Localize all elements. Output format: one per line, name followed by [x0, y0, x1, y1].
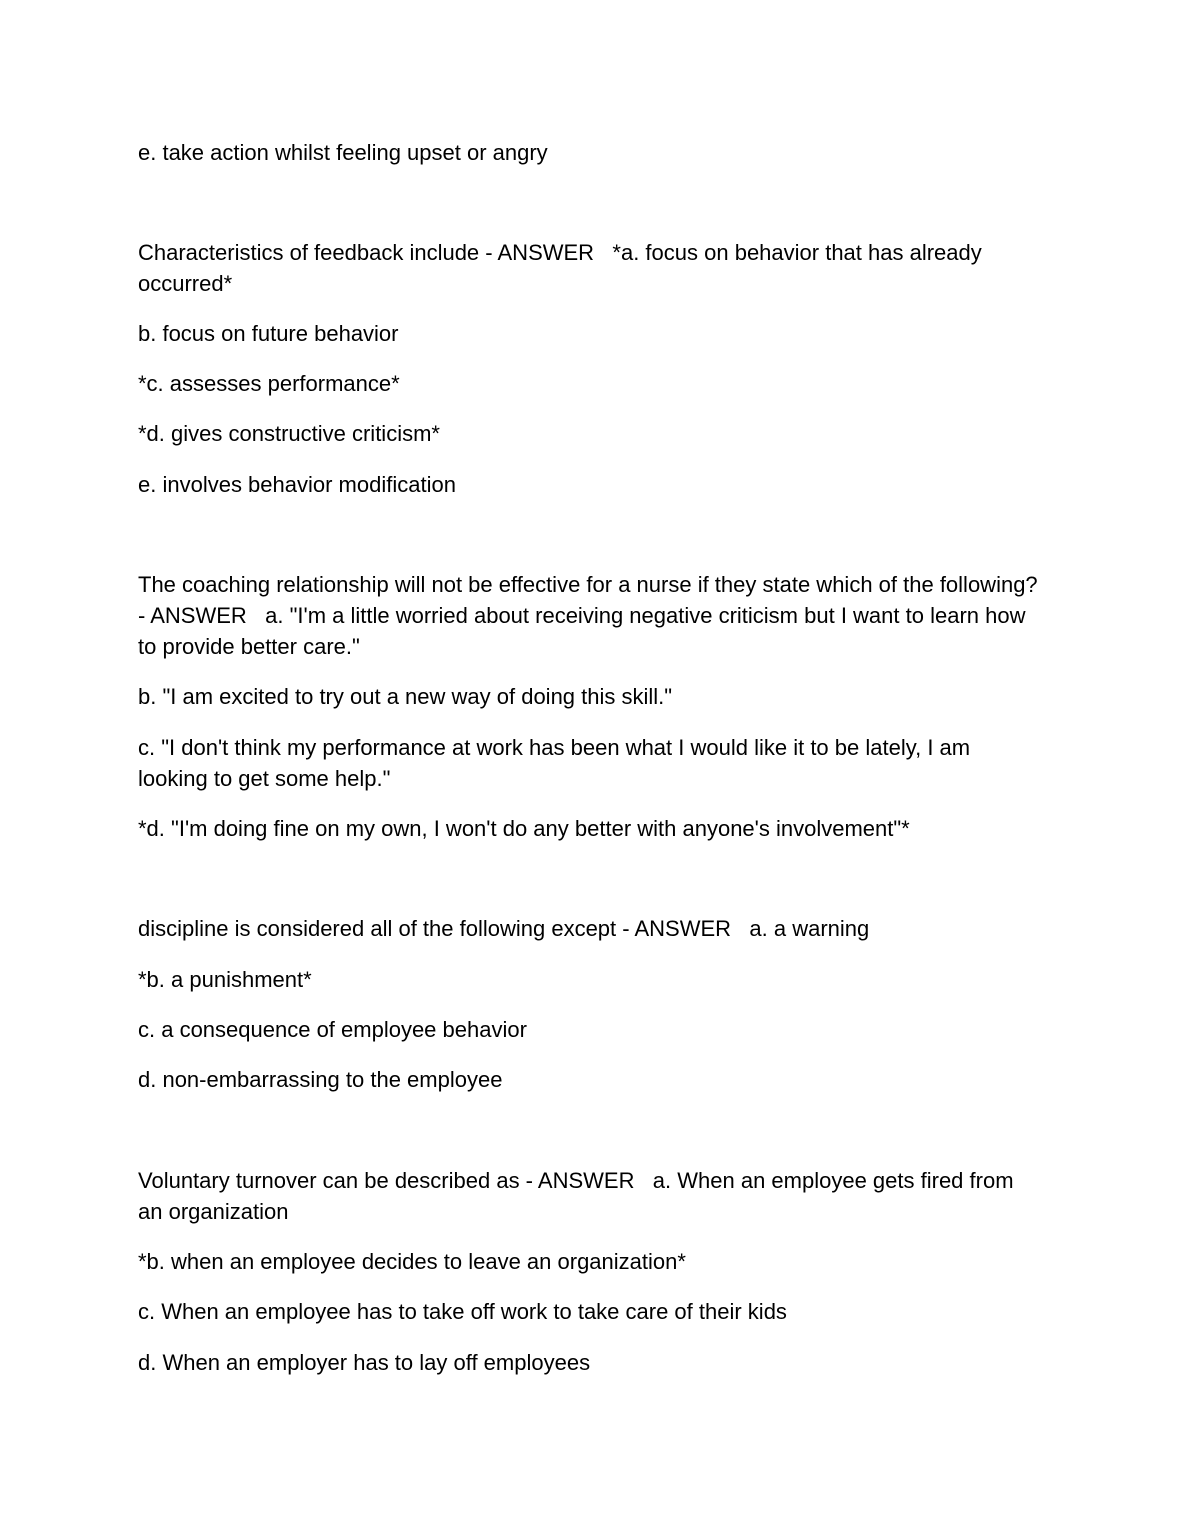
question-stem: The coaching relationship will not be effective for a nurse if they state which of the following? - ANSWER a. "I'm a little worried about receiving negative criticism but I want to learn how to provide better care." [138, 572, 1044, 659]
question-stem: Voluntary turnover can be described as - ANSWER a. When an employee gets fired from an organization [138, 1168, 1020, 1224]
question-stem: Characteristics of feedback include - ANSWER *a. focus on behavior that has already occurred* [138, 240, 988, 296]
answer-option: c. When an employee has to take off work to take care of their kids [138, 1299, 787, 1324]
answer-option: c. a consequence of employee behavior [138, 1017, 527, 1042]
answer-option: *d. gives constructive criticism* [138, 421, 440, 446]
answer-option: *b. a punishment* [138, 967, 312, 992]
question-stem: discipline is considered all of the following except - ANSWER a. a warning [138, 916, 870, 941]
answer-option: c. "I don't think my performance at work has been what I would like it to be lately, I am looking to get some help." [138, 735, 977, 791]
answer-option: d. non-embarrassing to the employee [138, 1067, 503, 1092]
answer-option: b. focus on future behavior [138, 321, 399, 346]
answer-option: *c. assesses performance* [138, 371, 400, 396]
answer-option: d. When an employer has to lay off employees [138, 1350, 591, 1375]
answer-option: e. involves behavior modification [138, 472, 456, 497]
answer-option: *d. "I'm doing fine on my own, I won't do any better with anyone's involvement"* [138, 816, 910, 841]
answer-option: e. take action whilst feeling upset or angry [138, 140, 548, 165]
answer-option: *b. when an employee decides to leave an organization* [138, 1249, 686, 1274]
answer-option: b. "I am excited to try out a new way of doing this skill." [138, 684, 673, 709]
